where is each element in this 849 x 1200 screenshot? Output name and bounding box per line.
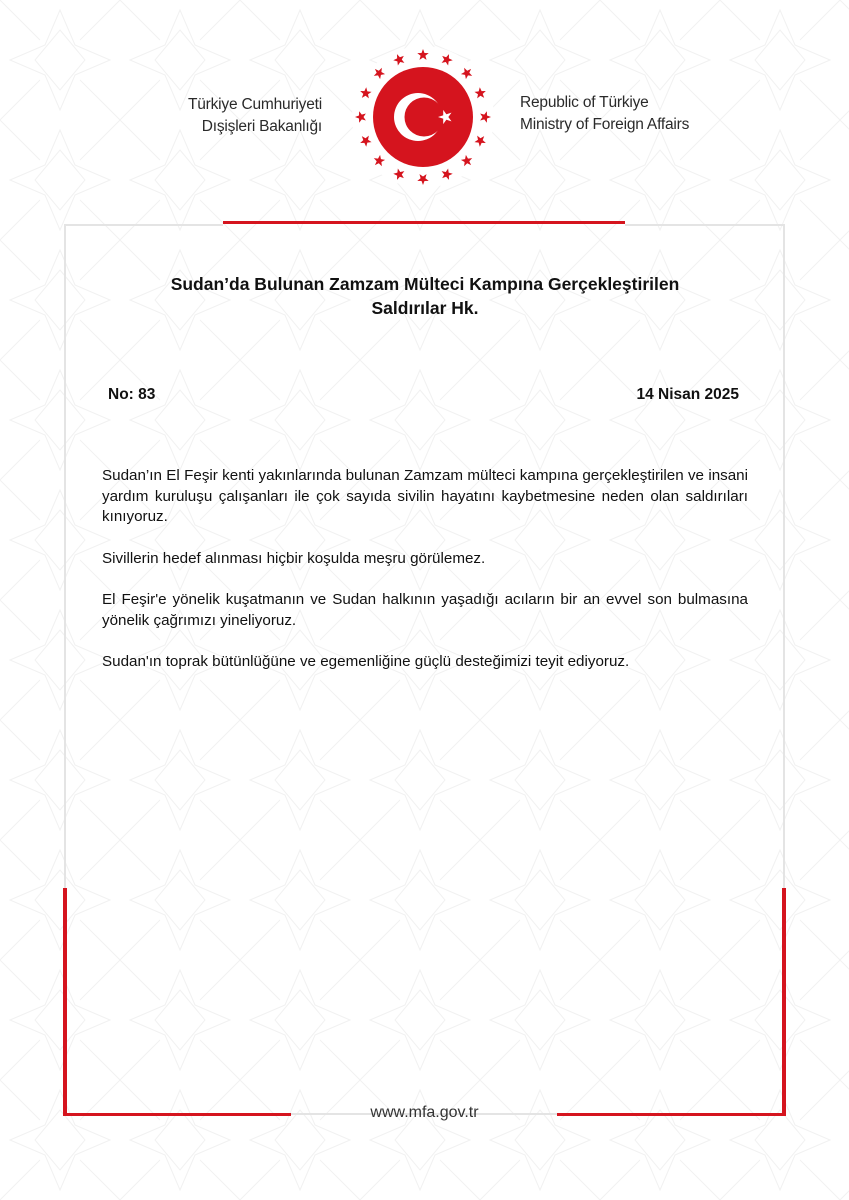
frame-top-left-grey [64, 224, 223, 226]
frame-right-red [782, 888, 786, 1116]
document-body [102, 466, 748, 694]
paragraph-2: Sivillerin hedef alınması hiçbir koşulda meşru görülemez. [102, 549, 486, 567]
document-date: 14 Nisan 2025 [636, 386, 739, 403]
paragraph-3: El Feşir'e yönelik kuşatmanın ve Sudan halkının yaşadığı acıların bir an evvel son bulmasına yönelik çağrımızı yineliyoruz. [102, 591, 748, 629]
paragraph-4: Sudan'ın toprak bütünlüğüne ve egemenliğine güçlü desteğimizi teyit ediyoruz. [102, 653, 630, 670]
ministry-en-line1: Republic of Türkiye [520, 94, 649, 111]
ministry-tr-line1: Türkiye Cumhuriyeti [187, 96, 322, 113]
paragraph-1: Sudan’ın El Feşir kenti yakınlarında bulunan Zamzam mülteci kampına gerçekleştirilen ve insani yardım kuruluşu çalışanları ile çok sayıda sivilin hayatını kaybetmesine neden olan saldırıları kınıyoruz. [102, 467, 748, 525]
footer-website-link[interactable]: www.mfa.gov.tr [370, 1104, 479, 1121]
title-line2: Saldırılar Hk. [371, 298, 479, 318]
ministry-tr-line2: Dışişleri Bakanlığı [201, 118, 322, 135]
frame-top-right-grey [625, 224, 785, 226]
title-line1: Sudan’da Bulunan Zamzam Mülteci Kampına Gerçekleştirilen [170, 274, 680, 294]
ministry-name-english [520, 92, 689, 136]
document-title [110, 272, 740, 320]
turkish-seal-icon [350, 44, 496, 190]
ministry-name-turkish [188, 94, 322, 138]
frame-top-red-line [223, 221, 625, 224]
letterhead [0, 0, 849, 200]
frame-left-grey [64, 224, 66, 894]
ministry-en-line2: Ministry of Foreign Affairs [520, 116, 690, 133]
frame-left-red [63, 888, 67, 1116]
frame-right-grey [783, 224, 785, 894]
document-number: No: 83 [108, 386, 156, 403]
